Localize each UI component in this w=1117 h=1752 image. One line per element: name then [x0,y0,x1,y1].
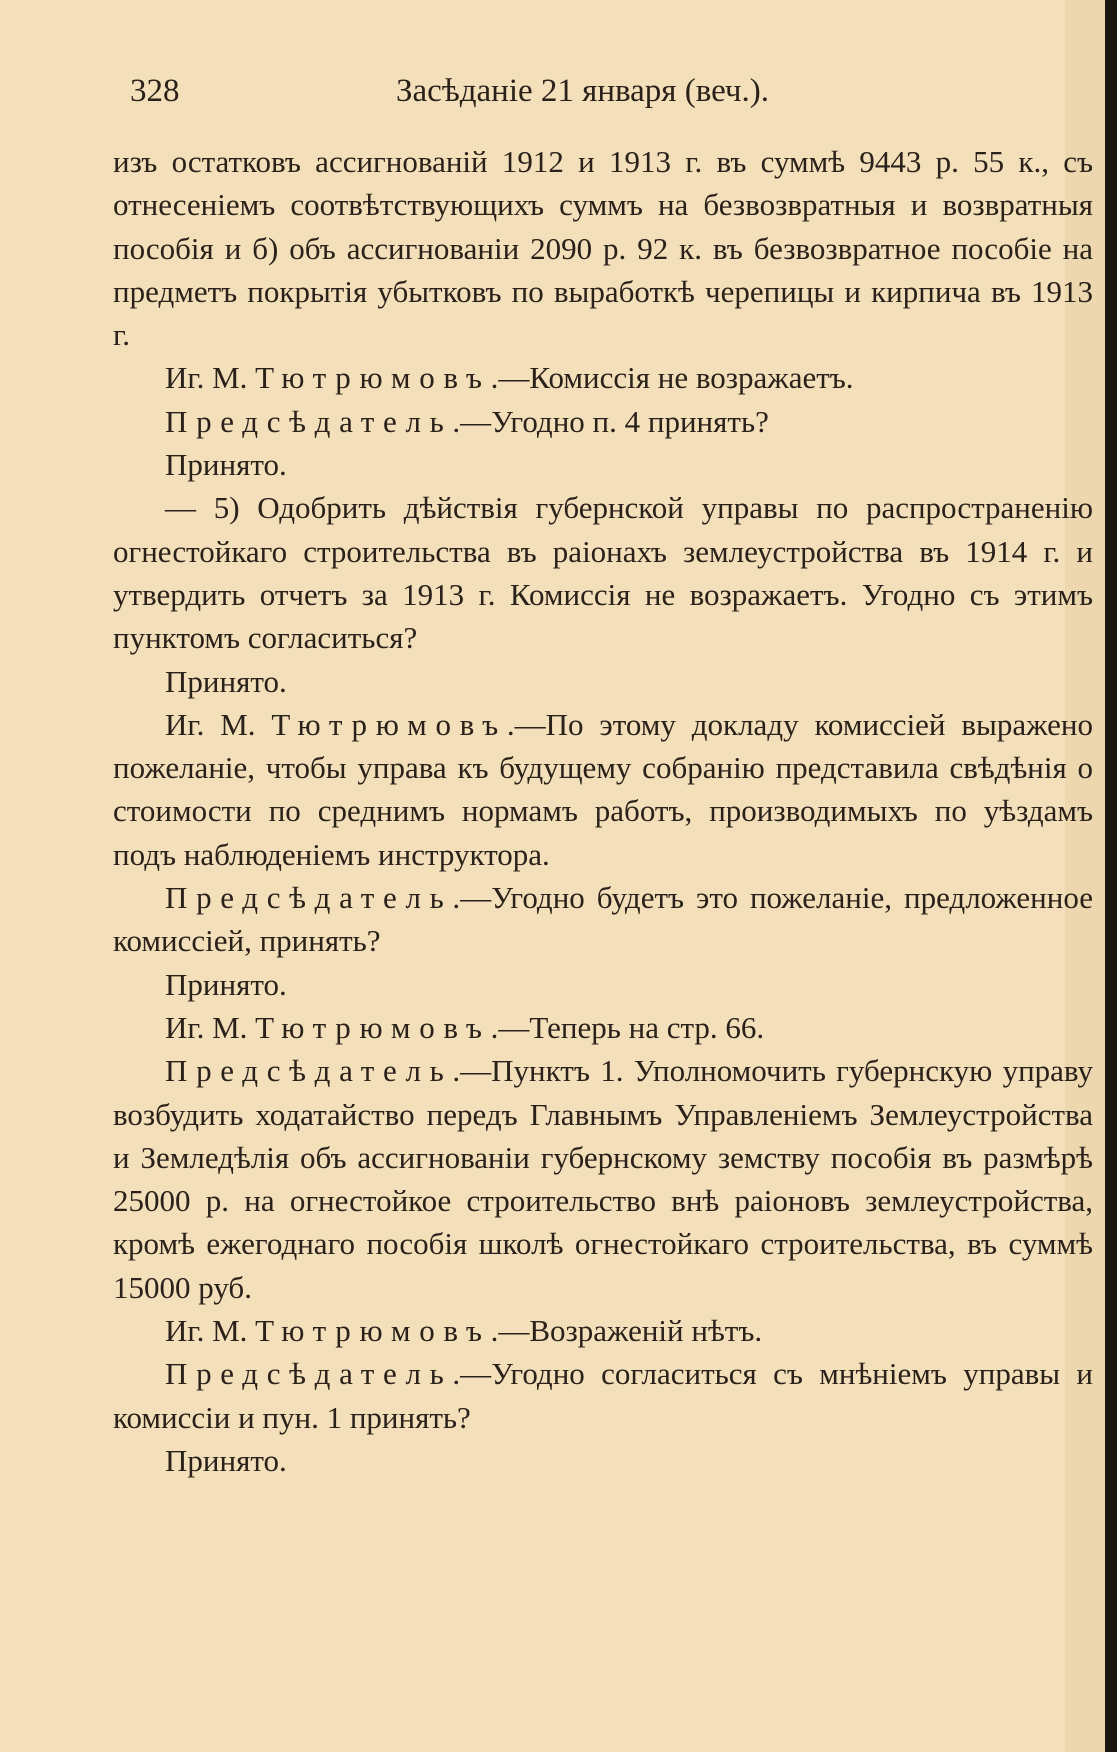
paragraph-text: .—Угодно п. 4 принять? [452,403,769,439]
paragraph-text: изъ остатковъ ассигнованій 1912 и 1913 г. въ суммѣ 9443 р. 55 к., съ отнесеніемъ соотвѣтствующихъ суммъ на безвозвратныя и возвратныя пособія и б) объ ассигнованіи 2090 р. 92 к. въ безвозвратное пособіе на предметъ покрытія убытковъ по выработкѣ черепицы и кирпича въ 1913 г. [113,144,1093,353]
paragraph-text: .—Комиссія не возражаетъ. [490,360,854,396]
paragraph-resolution [113,1439,1093,1482]
page-header [130,66,1090,116]
page-edge [1105,0,1117,1752]
paragraph-text: .—Угодно согласиться съ мнѣніемъ управы и комиссіи и пун. 1 принять? [113,1356,1093,1435]
paragraph-speech [113,1049,1093,1309]
paragraph-speech [113,1352,1093,1439]
speaker-prefix: Иг. М. [165,706,272,742]
speaker-name: Тютрюмовъ [255,1313,491,1349]
paragraph-text: — 5) Одобрить дѣйствія губернской управы по распространенію огнестойкаго строительства въ раіонахъ землеустройства въ 1914 г. и утвердить отчетъ за 1913 г. Комиссія не возражаетъ. Угодно съ этимъ пунктомъ согласиться? [113,490,1093,656]
paragraph-continuation [113,140,1093,356]
paragraph-text: .—Теперь на стр. 66. [490,1009,765,1045]
paragraph-resolution [113,660,1093,703]
speaker-name: Предсѣдатель [165,403,453,439]
speaker-name: Предсѣдатель [165,880,453,916]
paragraph-speech [113,400,1093,443]
paragraph-text: .—Пунктъ 1. Уполномочить губернскую управу возбудить ходатайство передъ Главнымъ Управленіемъ Землеустройства и Земледѣлія объ ассигнованіи губернскому земству пособія въ размѣрѣ 25000 р. на огнестойкое строительство внѣ раіоновъ землеустройства, кромѣ ежегоднаго пособія школѣ огнестойкаго строительства, въ суммѣ 15000 руб. [113,1053,1093,1305]
paragraph-text: .—Угодно будетъ это пожеланіе, предложенное комиссіей, принять? [113,880,1093,959]
paragraph-speech [113,703,1093,876]
page-number: 328 [130,73,180,109]
paragraph-text: Принято. [165,447,287,483]
speaker-prefix: Иг. М. [165,360,256,396]
paragraph-item [113,486,1093,659]
paragraph-text: .—Возраженій нѣтъ. [490,1313,763,1349]
paragraph-speech [113,1309,1093,1352]
speaker-prefix: Иг. М. [165,1009,256,1045]
paragraph-text: Принято. [165,1442,287,1478]
paragraph-speech [113,876,1093,963]
paragraph-text: Принято. [165,663,287,699]
speaker-name: Тютрюмовъ [271,706,507,742]
speaker-name: Предсѣдатель [165,1053,453,1089]
paragraph-resolution [113,963,1093,1006]
speaker-name: Тютрюмовъ [255,1009,491,1045]
paragraph-resolution [113,443,1093,486]
speaker-name: Предсѣдатель [165,1356,453,1392]
running-head: Засѣданіе 21 января (веч.). [396,73,770,109]
paragraph-speech [113,1006,1093,1049]
paragraph-text: Принято. [165,966,287,1002]
paragraph-text: .—По этому докладу комиссіей выражено пожеланіе, чтобы управа къ будущему собранію представила свѣдѣнія о стоимости по среднимъ нормамъ работъ, производимыхъ по уѣздамъ подъ наблюденіемъ инструктора. [113,706,1093,872]
speaker-prefix: Иг. М. [165,1313,256,1349]
speaker-name: Тютрюмовъ [255,360,491,396]
page-text [113,140,1093,1482]
paragraph-speech [113,356,1093,399]
